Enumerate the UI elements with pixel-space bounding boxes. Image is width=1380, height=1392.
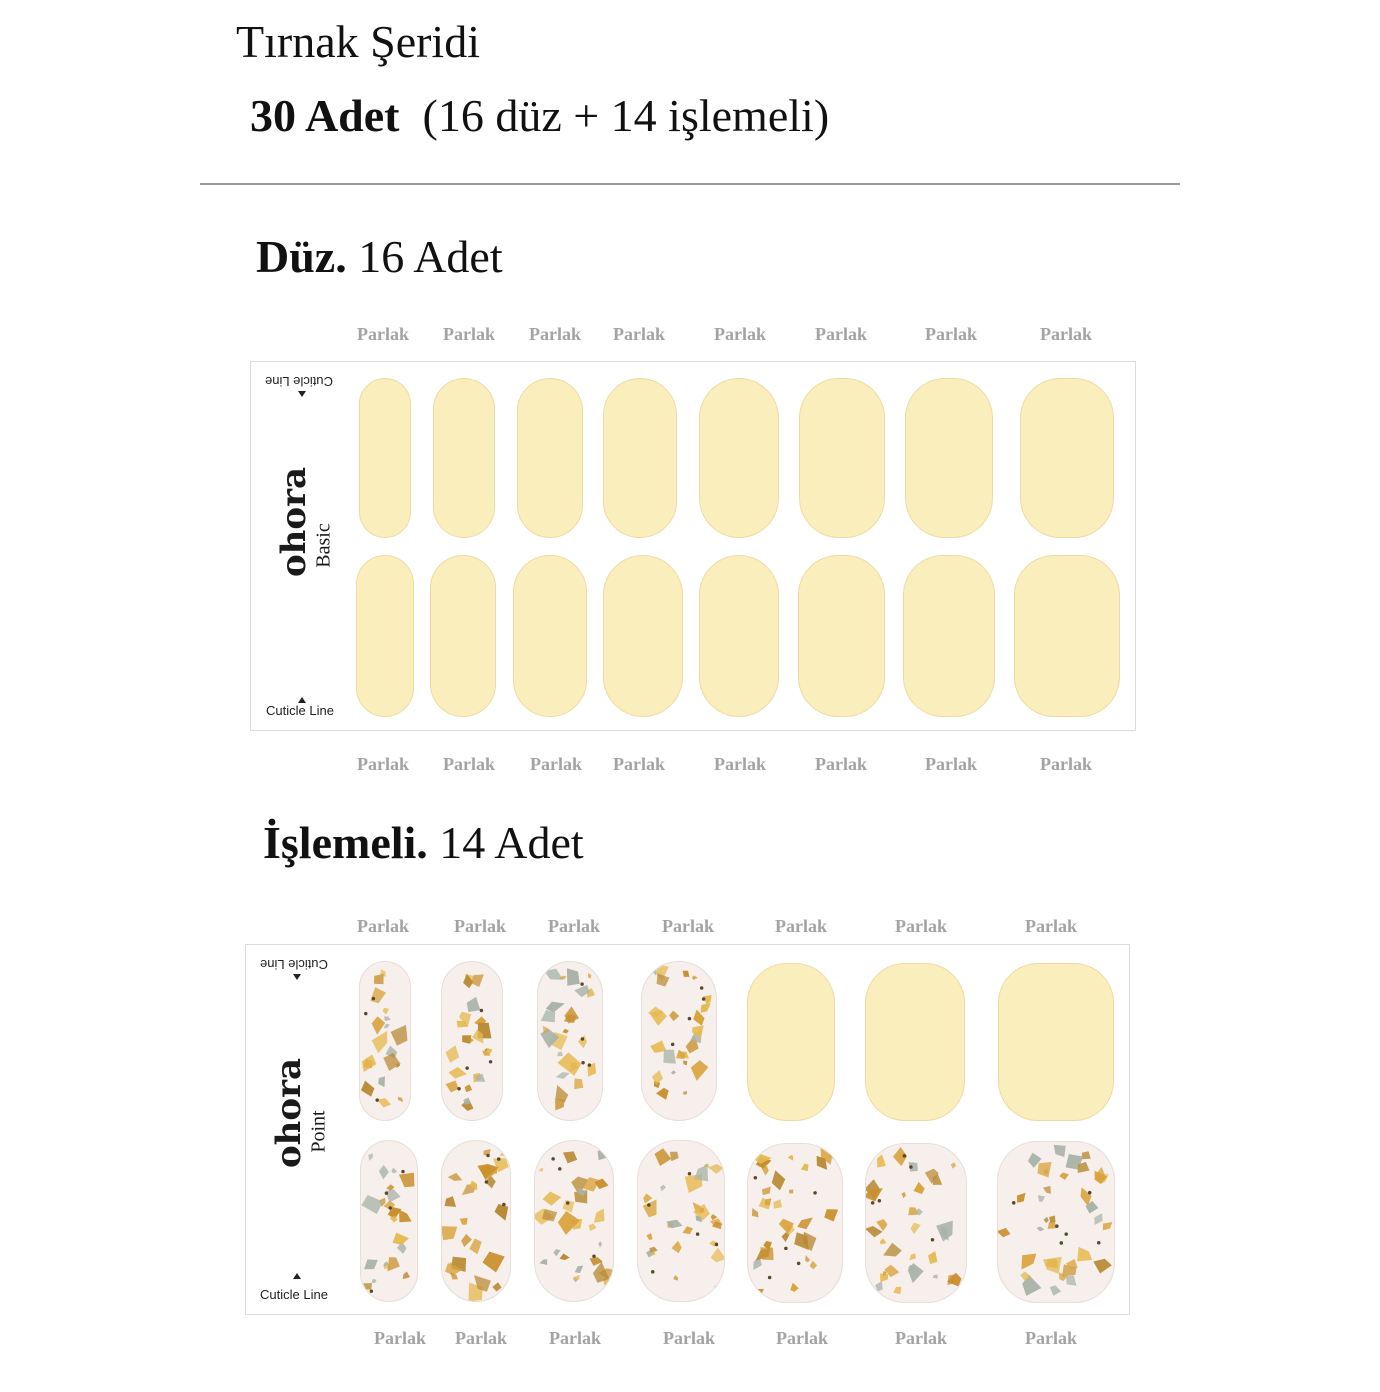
gold-flake-pattern-icon — [360, 962, 410, 1120]
nail-strip-solid — [433, 378, 495, 538]
nail-strip-solid — [1014, 555, 1120, 717]
nail-strip-flower — [360, 1140, 418, 1302]
finish-label: Parlak — [663, 1328, 715, 1348]
nail-strip-solid — [747, 963, 835, 1121]
nail-strip-flower — [747, 1143, 843, 1303]
nail-strip-solid — [699, 555, 779, 717]
piece-count — [250, 88, 829, 144]
finish-label: Parlak — [895, 1328, 947, 1348]
nail-strip-flower — [537, 961, 603, 1121]
finish-label: Parlak — [925, 754, 977, 774]
nail-strip-flower — [441, 961, 503, 1121]
section-count-point: 14 Adet — [439, 817, 584, 868]
nail-strip-solid — [603, 378, 677, 538]
gold-flake-pattern-icon — [442, 1141, 510, 1301]
gold-flake-pattern-icon — [998, 1142, 1114, 1302]
cuticle-arrow-bottom-icon — [293, 1273, 301, 1279]
nail-strip-flower — [865, 1143, 967, 1303]
finish-label: Parlak — [815, 754, 867, 774]
finish-label: Parlak — [443, 324, 495, 344]
product-line: Point — [307, 1110, 330, 1153]
finish-label: Parlak — [548, 916, 600, 936]
finish-label: Parlak — [529, 324, 581, 344]
gold-flake-pattern-icon — [538, 962, 602, 1120]
finish-label: Parlak — [776, 1328, 828, 1348]
nail-strip-flower — [637, 1140, 725, 1302]
nail-strip-flower — [534, 1140, 614, 1302]
finish-label: Parlak — [454, 916, 506, 936]
nail-strip-solid — [798, 555, 885, 717]
nail-strip-flower — [997, 1141, 1115, 1303]
finish-label: Parlak — [613, 754, 665, 774]
nail-strip-solid — [903, 555, 995, 717]
finish-label: Parlak — [374, 1328, 426, 1348]
finish-label: Parlak — [714, 754, 766, 774]
finish-label: Parlak — [925, 324, 977, 344]
gold-flake-pattern-icon — [442, 962, 502, 1120]
cuticle-arrow-top-icon — [293, 974, 301, 980]
finish-label: Parlak — [443, 754, 495, 774]
finish-label: Parlak — [455, 1328, 507, 1348]
gold-flake-pattern-icon — [866, 1144, 966, 1302]
nail-strip-solid — [356, 555, 414, 717]
gold-flake-pattern-icon — [638, 1141, 724, 1301]
section-name-plain: Düz. — [256, 231, 347, 282]
finish-label: Parlak — [775, 916, 827, 936]
finish-label: Parlak — [1040, 324, 1092, 344]
finish-label: Parlak — [613, 324, 665, 344]
divider — [200, 183, 1180, 185]
cuticle-line-label-top: Cuticle Line — [260, 957, 328, 972]
finish-label: Parlak — [549, 1328, 601, 1348]
nail-strip-solid — [517, 378, 583, 538]
nail-strip-flower — [641, 961, 717, 1121]
nail-strip-solid — [359, 378, 411, 538]
nail-sheet-point — [245, 944, 1130, 1315]
gold-flake-pattern-icon — [361, 1141, 417, 1301]
gold-flake-pattern-icon — [642, 962, 716, 1120]
finish-label: Parlak — [714, 324, 766, 344]
nail-strip-solid — [799, 378, 885, 538]
page-title: Tırnak Şeridi — [236, 16, 480, 67]
brand-logo: ohora — [269, 1057, 309, 1168]
nail-strip-solid — [1020, 378, 1114, 538]
brand-logo: ohora — [274, 466, 314, 577]
section-heading-plain — [256, 229, 503, 285]
nail-strip-solid — [998, 963, 1114, 1121]
nail-sheet-plain — [250, 361, 1136, 731]
nail-strip-solid — [905, 378, 993, 538]
cuticle-line-label-bottom: Cuticle Line — [260, 1287, 328, 1302]
section-heading-point — [263, 815, 584, 871]
finish-label: Parlak — [357, 916, 409, 936]
cuticle-line-label-top: Cuticle Line — [265, 374, 333, 389]
finish-label: Parlak — [357, 324, 409, 344]
finish-label: Parlak — [530, 754, 582, 774]
finish-label: Parlak — [662, 916, 714, 936]
gold-flake-pattern-icon — [748, 1144, 842, 1302]
nail-strip-flower — [441, 1140, 511, 1302]
nail-strip-solid — [513, 555, 587, 717]
finish-label: Parlak — [1025, 1328, 1077, 1348]
finish-label: Parlak — [815, 324, 867, 344]
finish-label: Parlak — [895, 916, 947, 936]
cuticle-arrow-top-icon — [298, 391, 306, 397]
nail-strip-solid — [865, 963, 965, 1121]
section-count-plain: 16 Adet — [358, 231, 503, 282]
nail-strip-solid — [699, 378, 779, 538]
finish-label: Parlak — [357, 754, 409, 774]
section-name-point: İşlemeli. — [263, 817, 428, 868]
finish-label: Parlak — [1025, 916, 1077, 936]
nail-strip-solid — [430, 555, 496, 717]
gold-flake-pattern-icon — [535, 1141, 613, 1301]
nail-strip-flower — [359, 961, 411, 1121]
piece-count-detail: (16 düz + 14 işlemeli) — [422, 90, 830, 141]
product-line: Basic — [312, 523, 335, 568]
nail-strip-solid — [603, 555, 683, 717]
cuticle-line-label-bottom: Cuticle Line — [266, 703, 334, 718]
piece-count-total: 30 Adet — [250, 90, 400, 141]
finish-label: Parlak — [1040, 754, 1092, 774]
